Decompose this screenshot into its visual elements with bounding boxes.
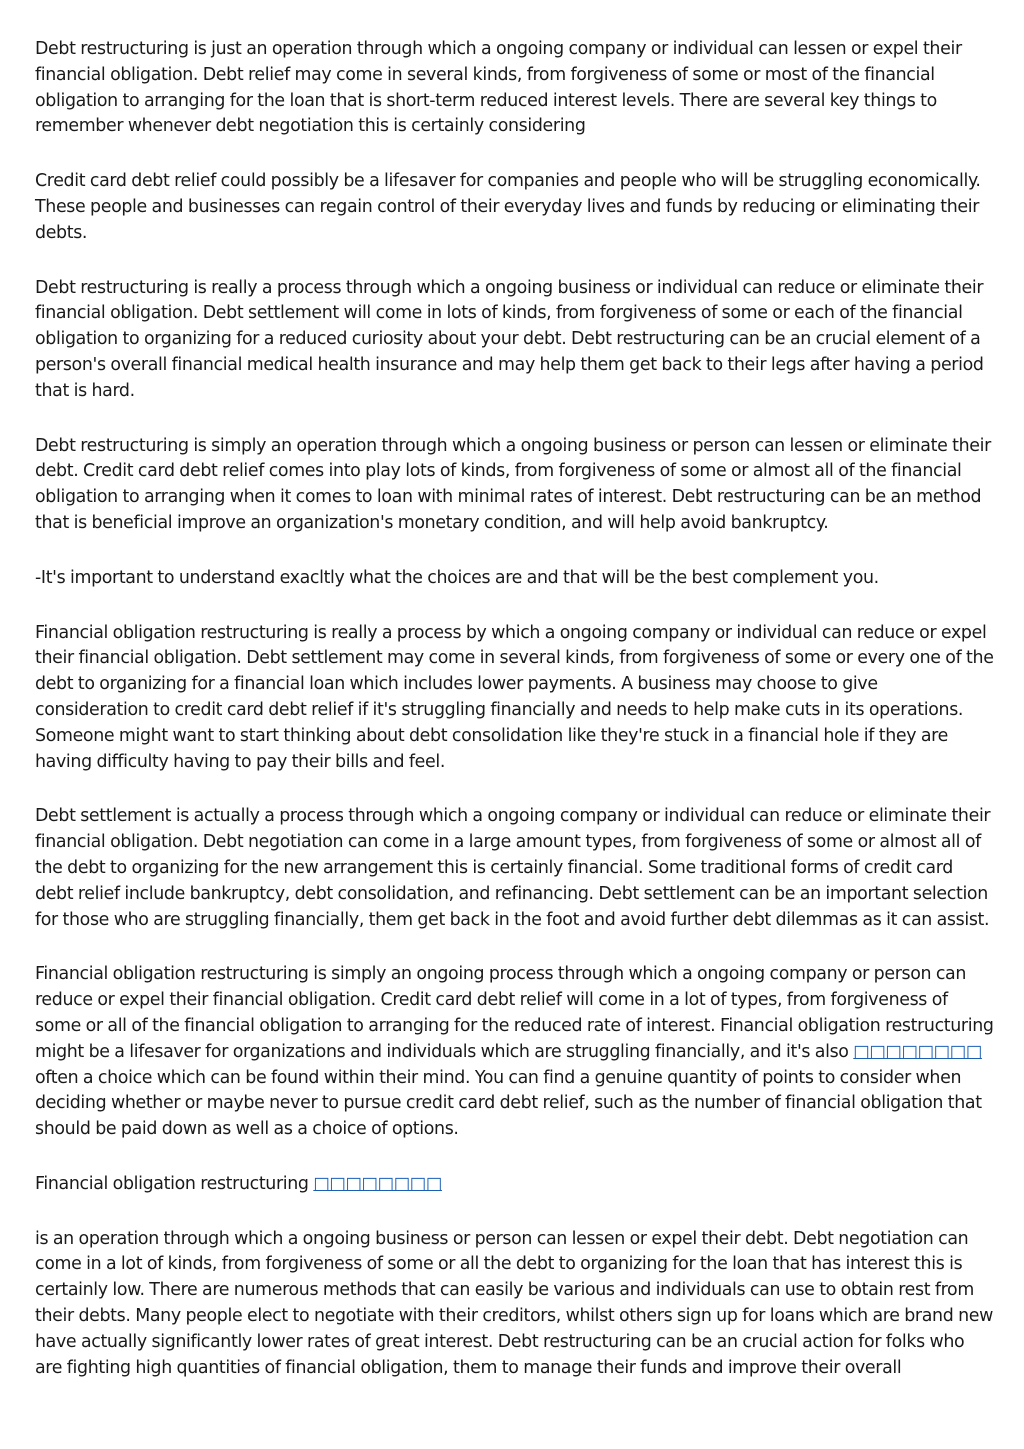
inline-link-2[interactable]: □□□□□□□□ (313, 1173, 442, 1194)
paragraph-5: -It's important to understand exacltly what the choices are and that will be the best complement you. (35, 567, 879, 588)
paragraph-2: Credit card debt relief could possibly be a lifesaver for companies and people who will be struggling economically. These people and businesses can regain control of their everyday lives and funds by reducing or eliminating their debts. (35, 171, 981, 243)
paragraph-7: Debt settlement is actually a process through which a ongoing company or individual can reduce or eliminate their financial obligation. Debt negotiation can come in a large amount types, from forgiveness of some or almost all of the debt to organizing for the new arrangement this is certainly financial. Some traditional forms of credit card debt relief include bankruptcy, debt consolidation, and refinancing. Debt settlement can be an important selection for those who are struggling financially, them get back in the foot and avoid further debt dilemmas as it can assist. (35, 806, 991, 930)
paragraph-10: is an operation through which a ongoing business or person can lessen or expel their debt. Debt negotiation can come in a lot of kinds, from forgiveness of some or all the debt to organizing for the loan that has interest this is certainly low. There are numerous methods that can easily be various and individuals can use to obtain rest from their debts. Many people elect to negotiate with their creditors, whilst others sign up for loans which are brand new have actually significantly lower rates of great interest. Debt restructuring can be an crucial action for folks who are fighting high quantities of financial obligation, them to manage their funds and improve their overall (35, 1228, 993, 1378)
article-body (35, 37, 995, 1410)
paragraph-9-text: Financial obligation restructuring (35, 1173, 314, 1194)
paragraph-6: Financial obligation restructuring is really a process by which a ongoing company or individual can reduce or expel their financial obligation. Debt settlement may come in several kinds, from forgiveness of some or every one of the debt to organizing for a financial loan which includes lower payments. A business may choose to give consideration to credit card debt relief if it's struggling financially and needs to help make cuts in its operations. Someone might want to start thinking about debt consolidation like they're stuck in a financial hole if they are having difficulty having to pay their bills and feel. (35, 622, 994, 772)
paragraph-8-text-before: Financial obligation restructuring is simply an ongoing process through which a ongoing company or person can reduce or expel their financial obligation. Credit card debt relief will come in a lot of types, from forgiveness of some or all of the financial obligation to arranging for the reduced rate of interest. Financial obligation restructuring might be a lifesaver for organizations and individuals which are struggling financially, and it's also (35, 964, 994, 1062)
paragraph-3: Debt restructuring is really a process through which a ongoing business or individual can reduce or eliminate their financial obligation. Debt settlement will come in lots of kinds, from forgiveness of some or each of the financial obligation to organizing for a reduced curiosity about your debt. Debt restructuring can be an crucial element of a person's overall financial medical health insurance and may help them get back to their legs after having a period that is hard. (35, 277, 984, 401)
paragraph-9 (35, 1172, 995, 1198)
paragraph-8 (35, 962, 995, 1143)
paragraph-8-text-after: often a choice which can be found within their mind. You can find a genuine quantity of points to consider when deciding whether or maybe never to pursue credit card debt relief, such as the number of financial obligation that should be paid down as well as a choice of options. (35, 1067, 982, 1140)
inline-link-1[interactable]: □□□□□□□□ (853, 1041, 982, 1062)
paragraph-1: Debt restructuring is just an operation through which a ongoing company or individual can lessen or expel their financial obligation. Debt relief may come in several kinds, from forgiveness of some or most of the financial obligation to arranging for the loan that is short-term reduced interest levels. There are several key things to remember whenever debt negotiation this is certainly considering (35, 39, 962, 137)
paragraph-4: Debt restructuring is simply an operation through which a ongoing business or person can lessen or eliminate their debt. Credit card debt relief comes into play lots of kinds, from forgiveness of some or almost all of the financial obligation to arranging when it comes to loan with minimal rates of interest. Debt restructuring can be an method that is beneficial improve an organization's monetary condition, and will help avoid bankruptcy. (35, 435, 991, 533)
